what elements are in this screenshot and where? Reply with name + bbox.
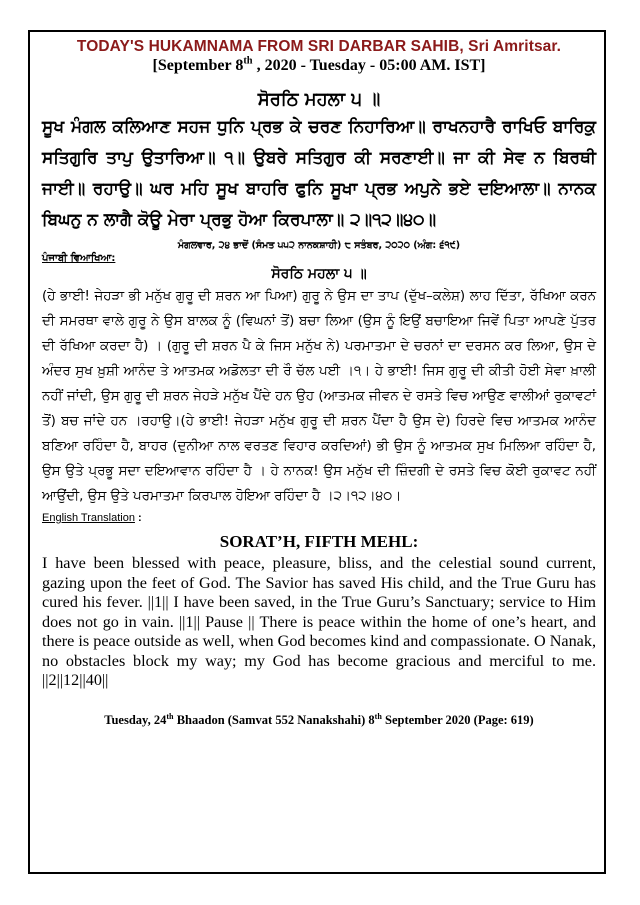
english-text: I have been blessed with peace, pleasure, bliss, and the celestial sound current, gazing upon the feet of God. The Savior has saved His child, and the True Guru has cured his fever. ||1|| I have been saved, in the True Guru’s Sanctuary; service to Him does not go in vain. ||1|| Pause || There is peace within the home of one’s heart, and there is peace outside as well, when God becomes kind and compassionate. O Nanak, no obstacles block my way; my God has become gracious and merciful to me. ||2||12||40|| (42, 554, 596, 689)
english-title: SORAT’H, FIFTH MEHL: (219, 532, 419, 551)
page-title: TODAY'S HUKAMNAMA FROM SRI DARBAR SAHIB, Sri Amritsar. (76, 38, 562, 55)
date-suffix: , 2020 - Tuesday - 05:00 AM. IST] (252, 57, 486, 74)
english-label-text: English Translation (42, 512, 135, 524)
footer-dateline (36, 713, 602, 728)
english-label-suffix: : (134, 512, 142, 524)
gurmukhi-dateline: ਮੰਗਲਵਾਰ, ੨੪ ਭਾਦੋਂ (ਸੰਮਤ ੫੫੨ ਨਾਨਕਸ਼ਾਹੀ) ੮ ਸਤੰਬਰ, ੨੦੨੦ (ਅੰਗ: ੬੧੯) (177, 240, 461, 251)
footer-part3: September 2020 (Page: 619) (381, 712, 534, 727)
footer-sup2: th (374, 711, 382, 721)
footer-part2: Bhaadon (Samvat 552 Nanakshahi) 8 (173, 712, 375, 727)
shabad-text: ਸੂਖ ਮੰਗਲ ਕਲਿਆਣ ਸਹਜ ਧੁਨਿ ਪ੍ਰਭ ਕੇ ਚਰਣ ਨਿਹਾਰਿਆ॥ ਰਾਖਨਹਾਰੈ ਰਾਖਿਓ ਬਾਰਿਕੁ ਸਤਿਗੁਰਿ ਤਾਪੁ ਉਤਾਰਿਆ॥ ੧॥ ਉਬਰੇ ਸਤਿਗੁਰ ਕੀ ਸਰਣਾਈ॥ ਜਾ ਕੀ ਸੇਵ ਨ ਬਿਰਥੀ ਜਾਈ॥ ਰਹਾਉ॥ ਘਰ ਮਹਿ ਸੂਖ ਬਾਹਰਿ ਫੁਨਿ ਸੂਖਾ ਪ੍ਰਭ ਅਪੁਨੇ ਭਏ ਦਇਆਲਾ॥ ਨਾਨਕ ਬਿਘਨੁ ਨ ਲਾਗੈ ਕੋਊ ਮੇਰਾ ਪ੍ਰਭੁ ਹੋਆ ਕਿਰਪਾਲਾ॥ ੨॥੧੨॥੪੦॥ (42, 117, 596, 230)
footer-sup1: th (166, 711, 174, 721)
english-label (42, 512, 596, 524)
vyakhya-text: (ਹੇ ਭਾਈ! ਜੇਹੜਾ ਭੀ ਮਨੁੱਖ ਗੁਰੂ ਦੀ ਸ਼ਰਨ ਆ ਪਿਆ) ਗੁਰੂ ਨੇ ਉਸ ਦਾ ਤਾਪ (ਦੁੱਖ–ਕਲੇਸ਼) ਲਾਹ ਦਿੱਤਾ, ਰੱਖਿਆ ਕਰਨ ਦੀ ਸਮਰਥਾ ਵਾਲੇ ਗੁਰੂ ਨੇ ਉਸ ਬਾਲਕ ਨੂੰ (ਵਿਘਨਾਂ ਤੋਂ) ਬਚਾ ਲਿਆ (ਉਸ ਨੂੰ ਇਉਂ ਬਚਾਇਆ ਜਿਵੇਂ ਪਿਤਾ ਆਪਣੇ ਪੁੱਤਰ ਦੀ ਰੱਖਿਆ ਕਰਦਾ ਹੈ) । (ਗੁਰੂ ਦੀ ਸ਼ਰਨ ਪੈ ਕੇ ਜਿਸ ਮਨੁੱਖ ਨੇ) ਪਰਮਾਤਮਾ ਦੇ ਚਰਨਾਂ ਦਾ ਦਰਸਨ ਕਰ ਲਿਆ, ਉਸ ਦੇ ਅੰਦਰ ਸੁਖ ਖ਼ੁਸ਼ੀ ਆਨੰਦ ਤੇ ਆਤਮਕ ਅਡੋਲਤਾ ਦੀ ਰੌ ਚੱਲ ਪਈ ।੧। ਹੇ ਭਾਈ! ਜਿਸ ਗੁਰੂ ਦੀ ਕੀਤੀ ਹੋਈ ਸੇਵਾ ਖ਼ਾਲੀ ਨਹੀਂ ਜਾਂਦੀ, ਉਸ ਗੁਰੂ ਦੀ ਸ਼ਰਨ ਜੇਹੜੇ ਮਨੁੱਖ ਪੈਂਦੇ ਹਨ ਉਹ (ਆਤਮਕ ਜੀਵਨ ਦੇ ਰਸਤੇ ਵਿਚ ਆਉਣ ਵਾਲੀਆਂ ਰੁਕਾਵਟਾਂ ਤੋਂ) ਬਚ ਜਾਂਦੇ ਹਨ ।ਰਹਾਉ।(ਹੇ ਭਾਈ! ਜੇਹੜਾ ਮਨੁੱਖ ਗੁਰੂ ਦੀ ਸ਼ਰਨ ਪੈਂਦਾ ਹੈ ਉਸ ਦੇ) ਹਿਰਦੇ ਵਿਚ ਆਤਮਕ ਆਨੰਦ ਬਣਿਆ ਰਹਿੰਦਾ ਹੈ, ਬਾਹਰ (ਦੁਨੀਆ ਨਾਲ ਵਰਤਣ ਵਿਹਾਰ ਕਰਦਿਆਂ) ਭੀ ਉਸ ਨੂੰ ਆਤਮਕ ਸੁਖ ਮਿਲਿਆ ਰਹਿੰਦਾ ਹੈ, ਉਸ ਉਤੇ ਪ੍ਰਭੂ ਸਦਾ ਦਇਆਵਾਨ ਰਹਿੰਦਾ ਹੈ । ਹੇ ਨਾਨਕ! ਉਸ ਮਨੁੱਖ ਦੀ ਜ਼ਿੰਦਗੀ ਦੇ ਰਸਤੇ ਵਿਚ ਕੋਈ ਰੁਕਾਵਟ ਨਹੀਂ ਆਉਂਦੀ, ਉਸ ਉਤੇ ਪਰਮਾਤਮਾ ਕਿਰਪਾਲ ਹੋਇਆ ਰਹਿੰਦਾ ਹੈ ।੨।੧੨।੪੦। (42, 289, 596, 504)
date-header (36, 57, 602, 75)
shabad-title: ਸੋਰਠਿ ਮਹਲਾ ੫ ॥ (257, 89, 381, 110)
hukamnama-page (36, 34, 602, 728)
vyakhya-label: ਪੰਜਾਬੀ ਵਿਆਖਿਆ: (42, 253, 116, 264)
vyakhya-title: ਸੋਰਠਿ ਮਹਲਾ ੫ ॥ (271, 266, 367, 282)
footer-part1: Tuesday, 24 (104, 712, 167, 727)
date-prefix: [September 8 (152, 57, 244, 74)
date-sup: th (243, 55, 253, 67)
